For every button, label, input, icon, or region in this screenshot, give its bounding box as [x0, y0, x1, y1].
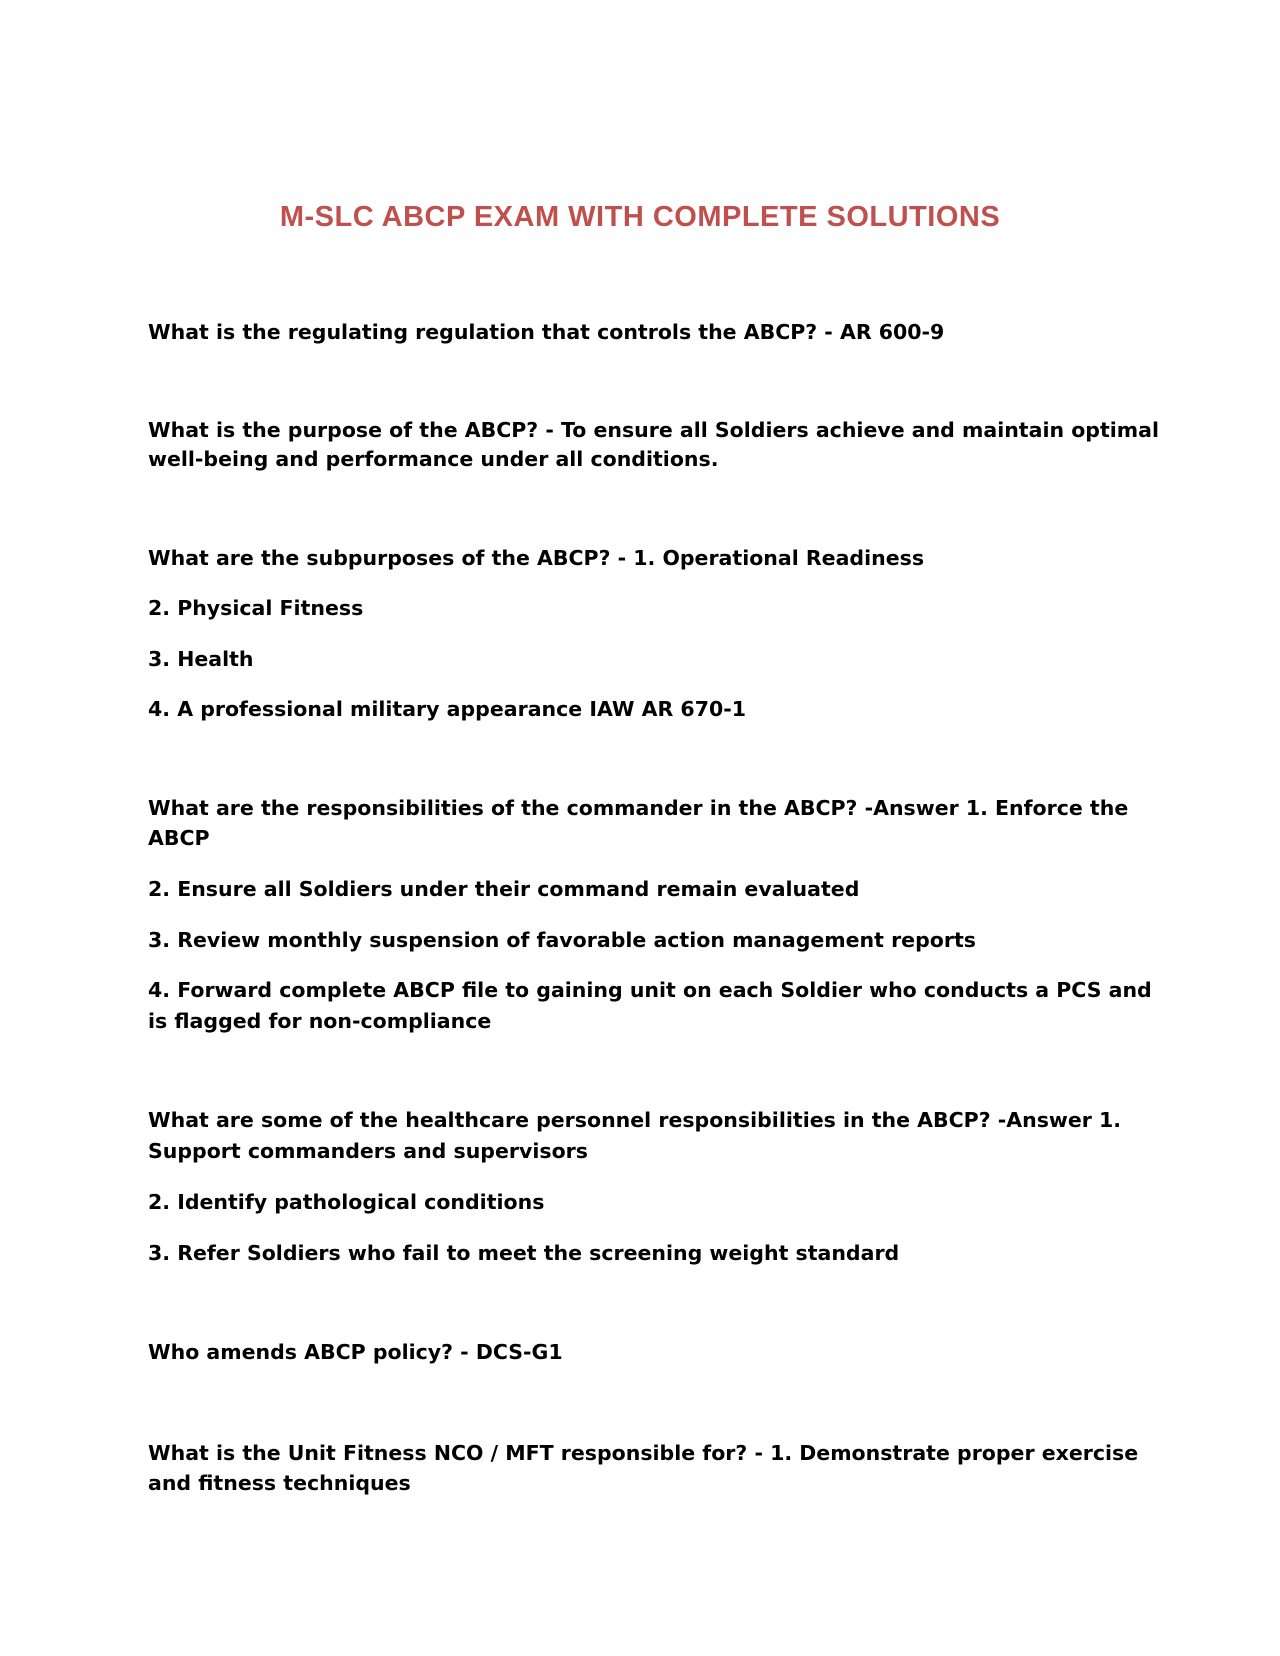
qa-line: well-being and performance under all conditions. [148, 447, 719, 471]
qa-line: ABCP [148, 826, 210, 850]
qa-line: 2. Identify pathological conditions [148, 1190, 545, 1214]
qa-line: 2. Physical Fitness [148, 596, 364, 620]
qa-line: What are the subpurposes of the ABCP? - 1. Operational Readiness [148, 546, 925, 570]
qa-line: 3. Review monthly suspension of favorable action management reports [148, 928, 976, 952]
document-title: M-SLC ABCP EXAM WITH COMPLETE SOLUTIONS [279, 201, 1001, 233]
qa-line: Support commanders and supervisors [148, 1139, 588, 1163]
qa-line: 3. Refer Soldiers who fail to meet the screening weight standard [148, 1241, 900, 1265]
qa-line: 2. Ensure all Soldiers under their command remain evaluated [148, 877, 860, 901]
qa-line: Who amends ABCP policy? - DCS-G1 [148, 1340, 563, 1364]
qa-line: What is the Unit Fitness NCO / MFT responsible for? - 1. Demonstrate proper exercise [148, 1441, 1139, 1465]
qa-line: What are some of the healthcare personnel responsibilities in the ABCP? -Answer 1. [148, 1108, 1122, 1132]
qa-line: is flagged for non-compliance [148, 1009, 492, 1033]
qa-line: 4. A professional military appearance IAW AR 670-1 [148, 697, 746, 721]
qa-line: What are the responsibilities of the commander in the ABCP? -Answer 1. Enforce the [148, 796, 1129, 820]
qa-line: 3. Health [148, 647, 254, 671]
qa-line: What is the purpose of the ABCP? - To ensure all Soldiers achieve and maintain optimal [148, 418, 1160, 442]
qa-line: What is the regulating regulation that controls the ABCP? - AR 600-9 [148, 320, 945, 344]
qa-line: and fitness techniques [148, 1471, 411, 1495]
qa-line: 4. Forward complete ABCP file to gaining unit on each Soldier who conducts a PCS and [148, 978, 1152, 1002]
